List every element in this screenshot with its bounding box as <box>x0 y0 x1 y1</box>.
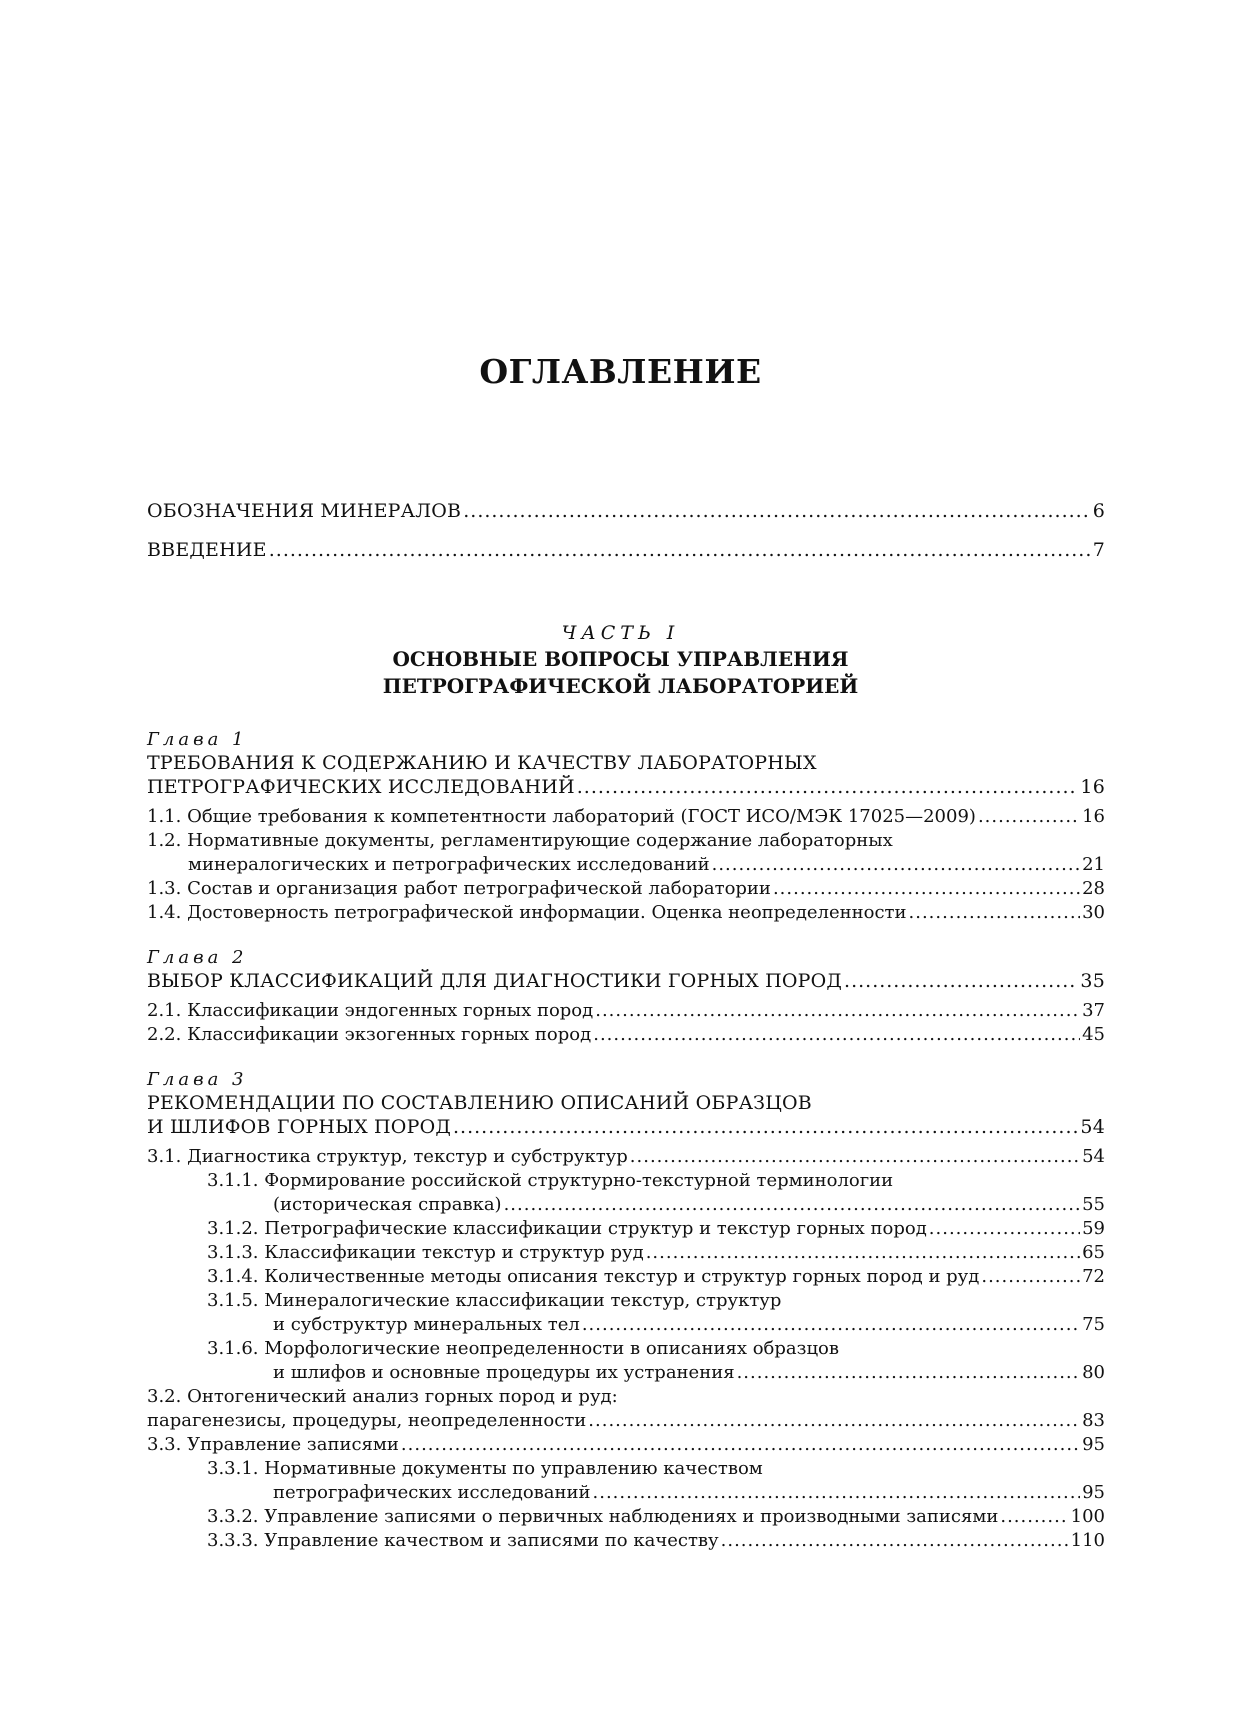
toc-entry-3-3-3[interactable]: 3.3.3. Управление качеством и записями по качеству ..... 110 <box>207 1528 1105 1554</box>
page-number: 80 <box>1082 1362 1105 1383</box>
toc-entry-introduction[interactable]: ВВЕДЕНИЕ ..... 7 <box>147 537 1105 563</box>
chapter-2-title[interactable]: ВЫБОР КЛАССИФИКАЦИЙ ДЛЯ ДИАГНОСТИКИ ГОРНЫХ ПОРОД ..... 35 <box>147 968 1105 994</box>
page-number: 95 <box>1082 1482 1105 1503</box>
toc-entry-3-3-2[interactable]: 3.3.2. Управление записями о первичных наблюдениях и производными записями ..... 100 <box>207 1504 1105 1530</box>
page-number: 28 <box>1082 878 1105 899</box>
dot-leader <box>595 998 1080 1024</box>
chapter-label: Глава 1 <box>147 729 248 750</box>
chapter-1-title[interactable]: ПЕТРОГРАФИЧЕСКИХ ИССЛЕДОВАНИЙ ..... 16 <box>147 774 1105 800</box>
dot-leader <box>978 804 1080 830</box>
toc-entry-3-3-1[interactable]: петрографических исследований ..... 95 <box>207 1480 1105 1506</box>
part-label: ЧАСТЬ I <box>561 622 680 644</box>
page-number: 72 <box>1082 1266 1105 1287</box>
page-number: 65 <box>1082 1242 1105 1263</box>
page-number: 54 <box>1080 1116 1105 1138</box>
toc-entry-3-3[interactable]: 3.3. Управление записями ..... 95 <box>147 1432 1105 1458</box>
page-number: 55 <box>1082 1194 1105 1215</box>
chapter-label: Глава 2 <box>147 947 248 968</box>
page-number: 21 <box>1082 854 1105 875</box>
toc-entry-3-1-1-line1: 3.1.1. Формирование российской структурно-текстурной терминологии <box>207 1170 894 1191</box>
dot-leader <box>630 1144 1080 1170</box>
toc-entry-3-1-6[interactable]: и шлифов и основные процедуры их устранения ..... 80 <box>207 1360 1105 1386</box>
dot-leader <box>588 1408 1080 1434</box>
dot-leader <box>721 1528 1069 1554</box>
toc-entry-3-1-5-line1: 3.1.5. Минералогические классификации текстур, структур <box>207 1290 782 1311</box>
toc-entry-3-1-2[interactable]: 3.1.2. Петрографические классификации структур и текстур горных пород ..... 59 <box>207 1216 1105 1242</box>
chapter-title-line1: ТРЕБОВАНИЯ К СОДЕРЖАНИЮ И КАЧЕСТВУ ЛАБОРАТОРНЫХ <box>147 752 817 774</box>
toc-entry-3-2-line1: 3.2. Онтогенический анализ горных пород и руд: <box>147 1386 618 1407</box>
toc-entry-1-1[interactable]: 1.1. Общие требования к компетентности лабораторий (ГОСТ ИСО/МЭК 17025—2009) ..... 16 <box>147 804 1105 830</box>
dot-leader <box>773 876 1080 902</box>
page-number: 75 <box>1082 1314 1105 1335</box>
page-number: 6 <box>1092 500 1105 522</box>
dot-leader <box>401 1432 1080 1458</box>
toc-entry-2-1[interactable]: 2.1. Классификации эндогенных горных пород ..... 37 <box>147 998 1105 1024</box>
toc-entry-3-1-3[interactable]: 3.1.3. Классификации текстур и структур руд ..... 65 <box>207 1240 1105 1266</box>
dot-leader <box>844 968 1078 994</box>
dot-leader <box>582 1312 1080 1338</box>
dot-leader <box>463 498 1090 524</box>
part-title-line2: ПЕТРОГРАФИЧЕСКОЙ ЛАБОРАТОРИЕЙ <box>382 674 859 698</box>
page-number: 30 <box>1082 902 1105 923</box>
toc-entry-3-1-5[interactable]: и субструктур минеральных тел ..... 75 <box>207 1312 1105 1338</box>
toc-entry-2-2[interactable]: 2.2. Классификации экзогенных горных пород ..... 45 <box>147 1022 1105 1048</box>
page-number: 37 <box>1082 1000 1105 1021</box>
dot-leader <box>577 774 1079 800</box>
toc-entry-1-2-line1: 1.2. Нормативные документы, регламентирующие содержание лабораторных <box>147 830 893 851</box>
dot-leader <box>269 537 1091 563</box>
page-title: ОГЛАВЛЕНИЕ <box>479 352 762 391</box>
toc-entry-3-3-1-line1: 3.3.1. Нормативные документы по управлению качеством <box>207 1458 763 1479</box>
chapter-3-title[interactable]: И ШЛИФОВ ГОРНЫХ ПОРОД ..... 54 <box>147 1114 1105 1140</box>
toc-entry-3-1[interactable]: 3.1. Диагностика структур, текстур и субструктур ..... 54 <box>147 1144 1105 1170</box>
dot-leader <box>1000 1504 1068 1530</box>
toc-entry-1-4[interactable]: 1.4. Достоверность петрографической информации. Оценка неопределенности ..... 30 <box>147 900 1105 926</box>
page-number: 100 <box>1070 1506 1105 1527</box>
chapter-label: Глава 3 <box>147 1069 248 1090</box>
toc-entry-3-2[interactable]: парагенезисы, процедуры, неопределенности ..... 83 <box>147 1408 1105 1434</box>
toc-entry-1-3[interactable]: 1.3. Состав и организация работ петрографической лаборатории ..... 28 <box>147 876 1105 902</box>
dot-leader <box>929 1216 1080 1242</box>
chapter-title-line1: РЕКОМЕНДАЦИИ ПО СОСТАВЛЕНИЮ ОПИСАНИЙ ОБРАЗЦОВ <box>147 1092 812 1114</box>
page-number: 54 <box>1082 1146 1105 1167</box>
toc-entry-1-2[interactable]: минералогических и петрографических исследований ..... 21 <box>147 852 1105 878</box>
page-number: 95 <box>1082 1434 1105 1455</box>
page-number: 83 <box>1082 1410 1105 1431</box>
toc-entry-3-1-4[interactable]: 3.1.4. Количественные методы описания текстур и структур горных пород и руд ..... 72 <box>207 1264 1105 1290</box>
dot-leader <box>593 1480 1081 1506</box>
toc-entry-3-1-6-line1: 3.1.6. Морфологические неопределенности в описаниях образцов <box>207 1338 839 1359</box>
page-number: 7 <box>1092 539 1105 561</box>
page-number: 110 <box>1070 1530 1105 1551</box>
page-number: 35 <box>1080 970 1105 992</box>
part-title-line1: ОСНОВНЫЕ ВОПРОСЫ УПРАВЛЕНИЯ <box>392 647 849 671</box>
page-number: 16 <box>1080 776 1105 798</box>
toc-entry-minerals[interactable]: ОБОЗНАЧЕНИЯ МИНЕРАЛОВ ..... 6 <box>147 498 1105 524</box>
dot-leader <box>712 852 1081 878</box>
dot-leader <box>593 1022 1080 1048</box>
page-number: 16 <box>1082 806 1105 827</box>
dot-leader <box>909 900 1081 926</box>
dot-leader <box>646 1240 1080 1266</box>
dot-leader <box>504 1192 1081 1218</box>
page-number: 59 <box>1082 1218 1105 1239</box>
page-number: 45 <box>1082 1024 1105 1045</box>
dot-leader <box>453 1114 1078 1140</box>
dot-leader <box>981 1264 1080 1290</box>
toc-entry-3-1-1[interactable]: (историческая справка) ..... 55 <box>207 1192 1105 1218</box>
dot-leader <box>737 1360 1081 1386</box>
